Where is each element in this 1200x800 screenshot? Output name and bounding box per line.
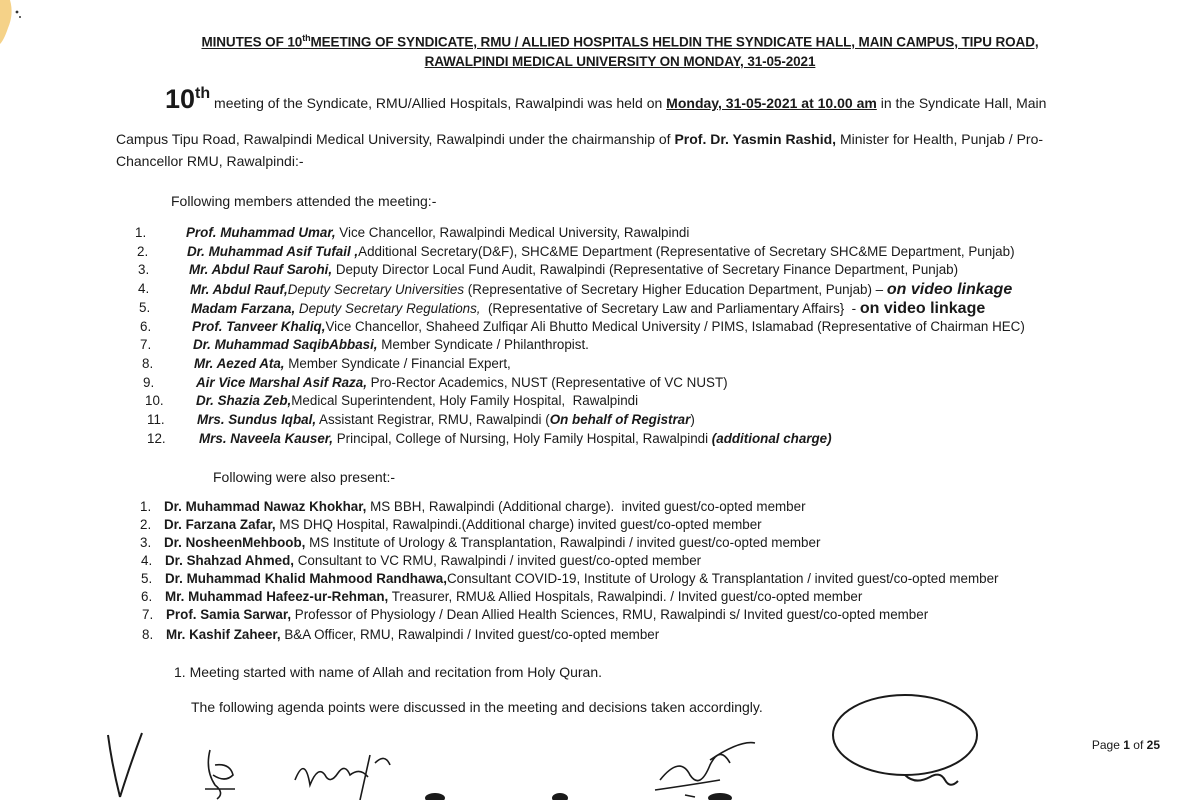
signature-fragments [420, 790, 820, 800]
member-name: Mr. Abdul Rauf, [190, 282, 288, 298]
signature-5 [820, 685, 990, 800]
present-name: Dr. NosheenMehboob, [164, 535, 306, 550]
present-name: Prof. Samia Sarwar, [166, 607, 292, 622]
member-description: Medical Superintendent, Holy Family Hospital, Rawalpindi [291, 393, 639, 409]
present-name: Dr. Farzana Zafar, [164, 517, 276, 532]
member-description: Deputy Director Local Fund Audit, Rawalpindi (Representative of Secretary Finance Department, Punjab) [332, 262, 959, 278]
member-note: On behalf of Registrar [549, 412, 691, 427]
member-note-close: ) [690, 412, 695, 427]
member-number: 7. [140, 337, 152, 353]
member-number: 12. [147, 430, 166, 446]
member-description: Member Syndicate / Philanthropist. [377, 337, 589, 353]
member-number: 1. [135, 225, 147, 240]
member-name: Dr. Shazia Zeb, [196, 393, 292, 409]
member-name: Air Vice Marshal Asif Raza, [196, 374, 367, 390]
member-row [191, 300, 985, 318]
meeting-date: Monday, 31-05-2021 at 10.00 am [666, 95, 877, 111]
present-row [166, 627, 659, 642]
member-name: Madam Farzana, [191, 300, 296, 316]
present-name: Dr. Muhammad Nawaz Khokhar, [164, 499, 367, 514]
member-name: Mr. Abdul Rauf Sarohi, [189, 262, 333, 278]
member-name: Mrs. Naveela Kauser, [199, 430, 333, 446]
present-row [164, 535, 820, 550]
member-number: 8. [142, 355, 154, 371]
present-description: Professor of Physiology / Dean Allied Health Sciences, RMU, Rawalpindi s/ Invited guest/co-opted member [291, 607, 929, 622]
member-name: Prof. Muhammad Umar, [186, 225, 336, 240]
member-description: Vice Chancellor, Rawalpindi Medical University, Rawalpindi [335, 225, 690, 240]
present-number: 5. [141, 571, 153, 586]
member-row [189, 262, 958, 277]
member-name: Dr. Muhammad SaqibAbbasi, [193, 337, 378, 353]
member-row [190, 281, 1012, 299]
member-description: Additional Secretary(D&F), SHC&ME Department (Representative of Secretary SHC&ME Department, Punjab) [358, 243, 1015, 259]
member-name: Prof. Tanveer Khaliq, [192, 318, 326, 334]
member-name: Dr. Muhammad Asif Tufail , [187, 243, 359, 259]
member-row [186, 225, 689, 240]
present-description: MS DHQ Hospital, Rawalpindi.(Additional charge) invited guest/co-opted member [275, 517, 762, 532]
member-number: 10. [145, 393, 164, 409]
member-number: 4. [138, 281, 150, 297]
meeting-number: 10 [165, 84, 196, 114]
member-number: 11. [147, 412, 165, 427]
member-row [194, 356, 511, 371]
corner-stain-mark [0, 0, 30, 50]
member-description: Member Syndicate / Financial Expert, [284, 355, 511, 371]
present-description: MS Institute of Urology & Transplantation, Rawalpindi / invited guest/co-opted member [305, 535, 821, 550]
member-number: 3. [138, 262, 150, 278]
member-description: (Representative of Secretary Law and Parliamentary Affairs} - [480, 300, 860, 316]
agenda-item-1: 1. Meeting started with name of Allah and recitation from Holy Quran. [174, 664, 602, 680]
member-designation: Deputy Secretary Universities [287, 282, 465, 298]
page-number: Page 1 of 25 [1091, 738, 1160, 752]
attended-heading: Following members attended the meeting:- [171, 193, 437, 209]
member-note: (additional charge) [711, 430, 832, 446]
member-description: (Representative of Secretary Higher Education Department, Punjab) – [464, 282, 887, 298]
present-name: Dr. Muhammad Khalid Mahmood Randhawa, [165, 571, 447, 586]
document-title-line1: MINUTES OF 10thMEETING OF SYNDICATE, RMU / ALLIED HOSPITALS HELDIN THE SYNDICATE HALL, MAIN CAMPUS, TIPU ROAD, [201, 33, 1039, 50]
present-number: 3. [140, 535, 152, 550]
member-number: 5. [139, 299, 151, 315]
document-title-line2: RAWALPINDI MEDICAL UNIVERSITY ON MONDAY, 31-05-2021 [424, 54, 816, 69]
member-note: on video linkage [886, 281, 1013, 299]
member-row [187, 244, 1015, 259]
present-heading: Following were also present:- [213, 469, 396, 485]
intro-line-1: 10th meeting of the Syndicate, RMU/Allied Hospitals, Rawalpindi was held on Monday, 31-05-2021 at 10.00 am in the Syndicate Hall, Main [165, 84, 1047, 114]
present-description: MS BBH, Rawalpindi (Additional charge). invited guest/co-opted member [366, 499, 806, 514]
present-description: Consultant COVID-19, Institute of Urology & Transplantation / invited guest/co-opted member [446, 571, 999, 586]
present-name: Mr. Muhammad Hafeez-ur-Rehman, [165, 589, 389, 604]
member-row [192, 319, 1025, 334]
member-number: 9. [143, 374, 155, 390]
member-description: Pro-Rector Academics, NUST (Representative of VC NUST) [366, 374, 728, 390]
member-designation: Deputy Secretary Regulations, [295, 300, 481, 316]
member-row [196, 375, 728, 390]
present-description: Treasurer, RMU& Allied Hospitals, Rawalpindi. / Invited guest/co-opted member [388, 589, 863, 604]
present-number: 8. [142, 627, 154, 642]
present-number: 2. [140, 517, 152, 532]
member-description: Vice Chancellor, Shaheed Zulfiqar Ali Bhutto Medical University / PIMS, Islamabad (Representative of Chairman HEC) [325, 318, 1025, 334]
present-number: 6. [141, 589, 153, 604]
present-name: Mr. Kashif Zaheer, [166, 627, 281, 642]
member-row [193, 337, 589, 352]
signature-2 [195, 745, 265, 800]
intro-line-3: Chancellor RMU, Rawalpindi:- [116, 153, 304, 169]
intro-line-2: Campus Tipu Road, Rawalpindi Medical University, Rawalpindi under the chairmanship of Prof. Dr. Yasmin Rashid, Minister for Health, Punjab / Pro- [116, 131, 1044, 147]
signature-1 [90, 725, 170, 800]
member-row [196, 393, 638, 408]
present-row [164, 499, 806, 514]
present-description: B&A Officer, RMU, Rawalpindi / Invited guest/co-opted member [280, 627, 660, 642]
present-row [165, 571, 999, 586]
present-row [165, 589, 862, 604]
present-row [164, 517, 762, 532]
member-number: 2. [137, 243, 149, 259]
member-description: Assistant Registrar, RMU, Rawalpindi ( [316, 412, 550, 427]
member-row [197, 412, 695, 427]
member-description: Principal, College of Nursing, Holy Family Hospital, Rawalpindi [332, 430, 712, 446]
chairperson-name: Prof. Dr. Yasmin Rashid, [674, 131, 837, 147]
present-row [165, 553, 701, 568]
member-note: on video linkage [859, 299, 986, 317]
member-number: 6. [140, 318, 152, 334]
present-number: 1. [140, 499, 152, 514]
present-number: 7. [142, 607, 154, 622]
agenda-intro-line: The following agenda points were discussed in the meeting and decisions taken accordingly. [191, 699, 763, 715]
member-row [199, 431, 832, 446]
present-name: Dr. Shahzad Ahmed, [165, 553, 294, 568]
signature-3 [290, 745, 400, 800]
present-row [166, 607, 928, 622]
member-name: Mr. Aezed Ata, [194, 355, 285, 371]
member-name: Mrs. Sundus Iqbal, [197, 412, 317, 427]
present-number: 4. [141, 553, 153, 568]
present-description: Consultant to VC RMU, Rawalpindi / invited guest/co-opted member [293, 553, 702, 568]
